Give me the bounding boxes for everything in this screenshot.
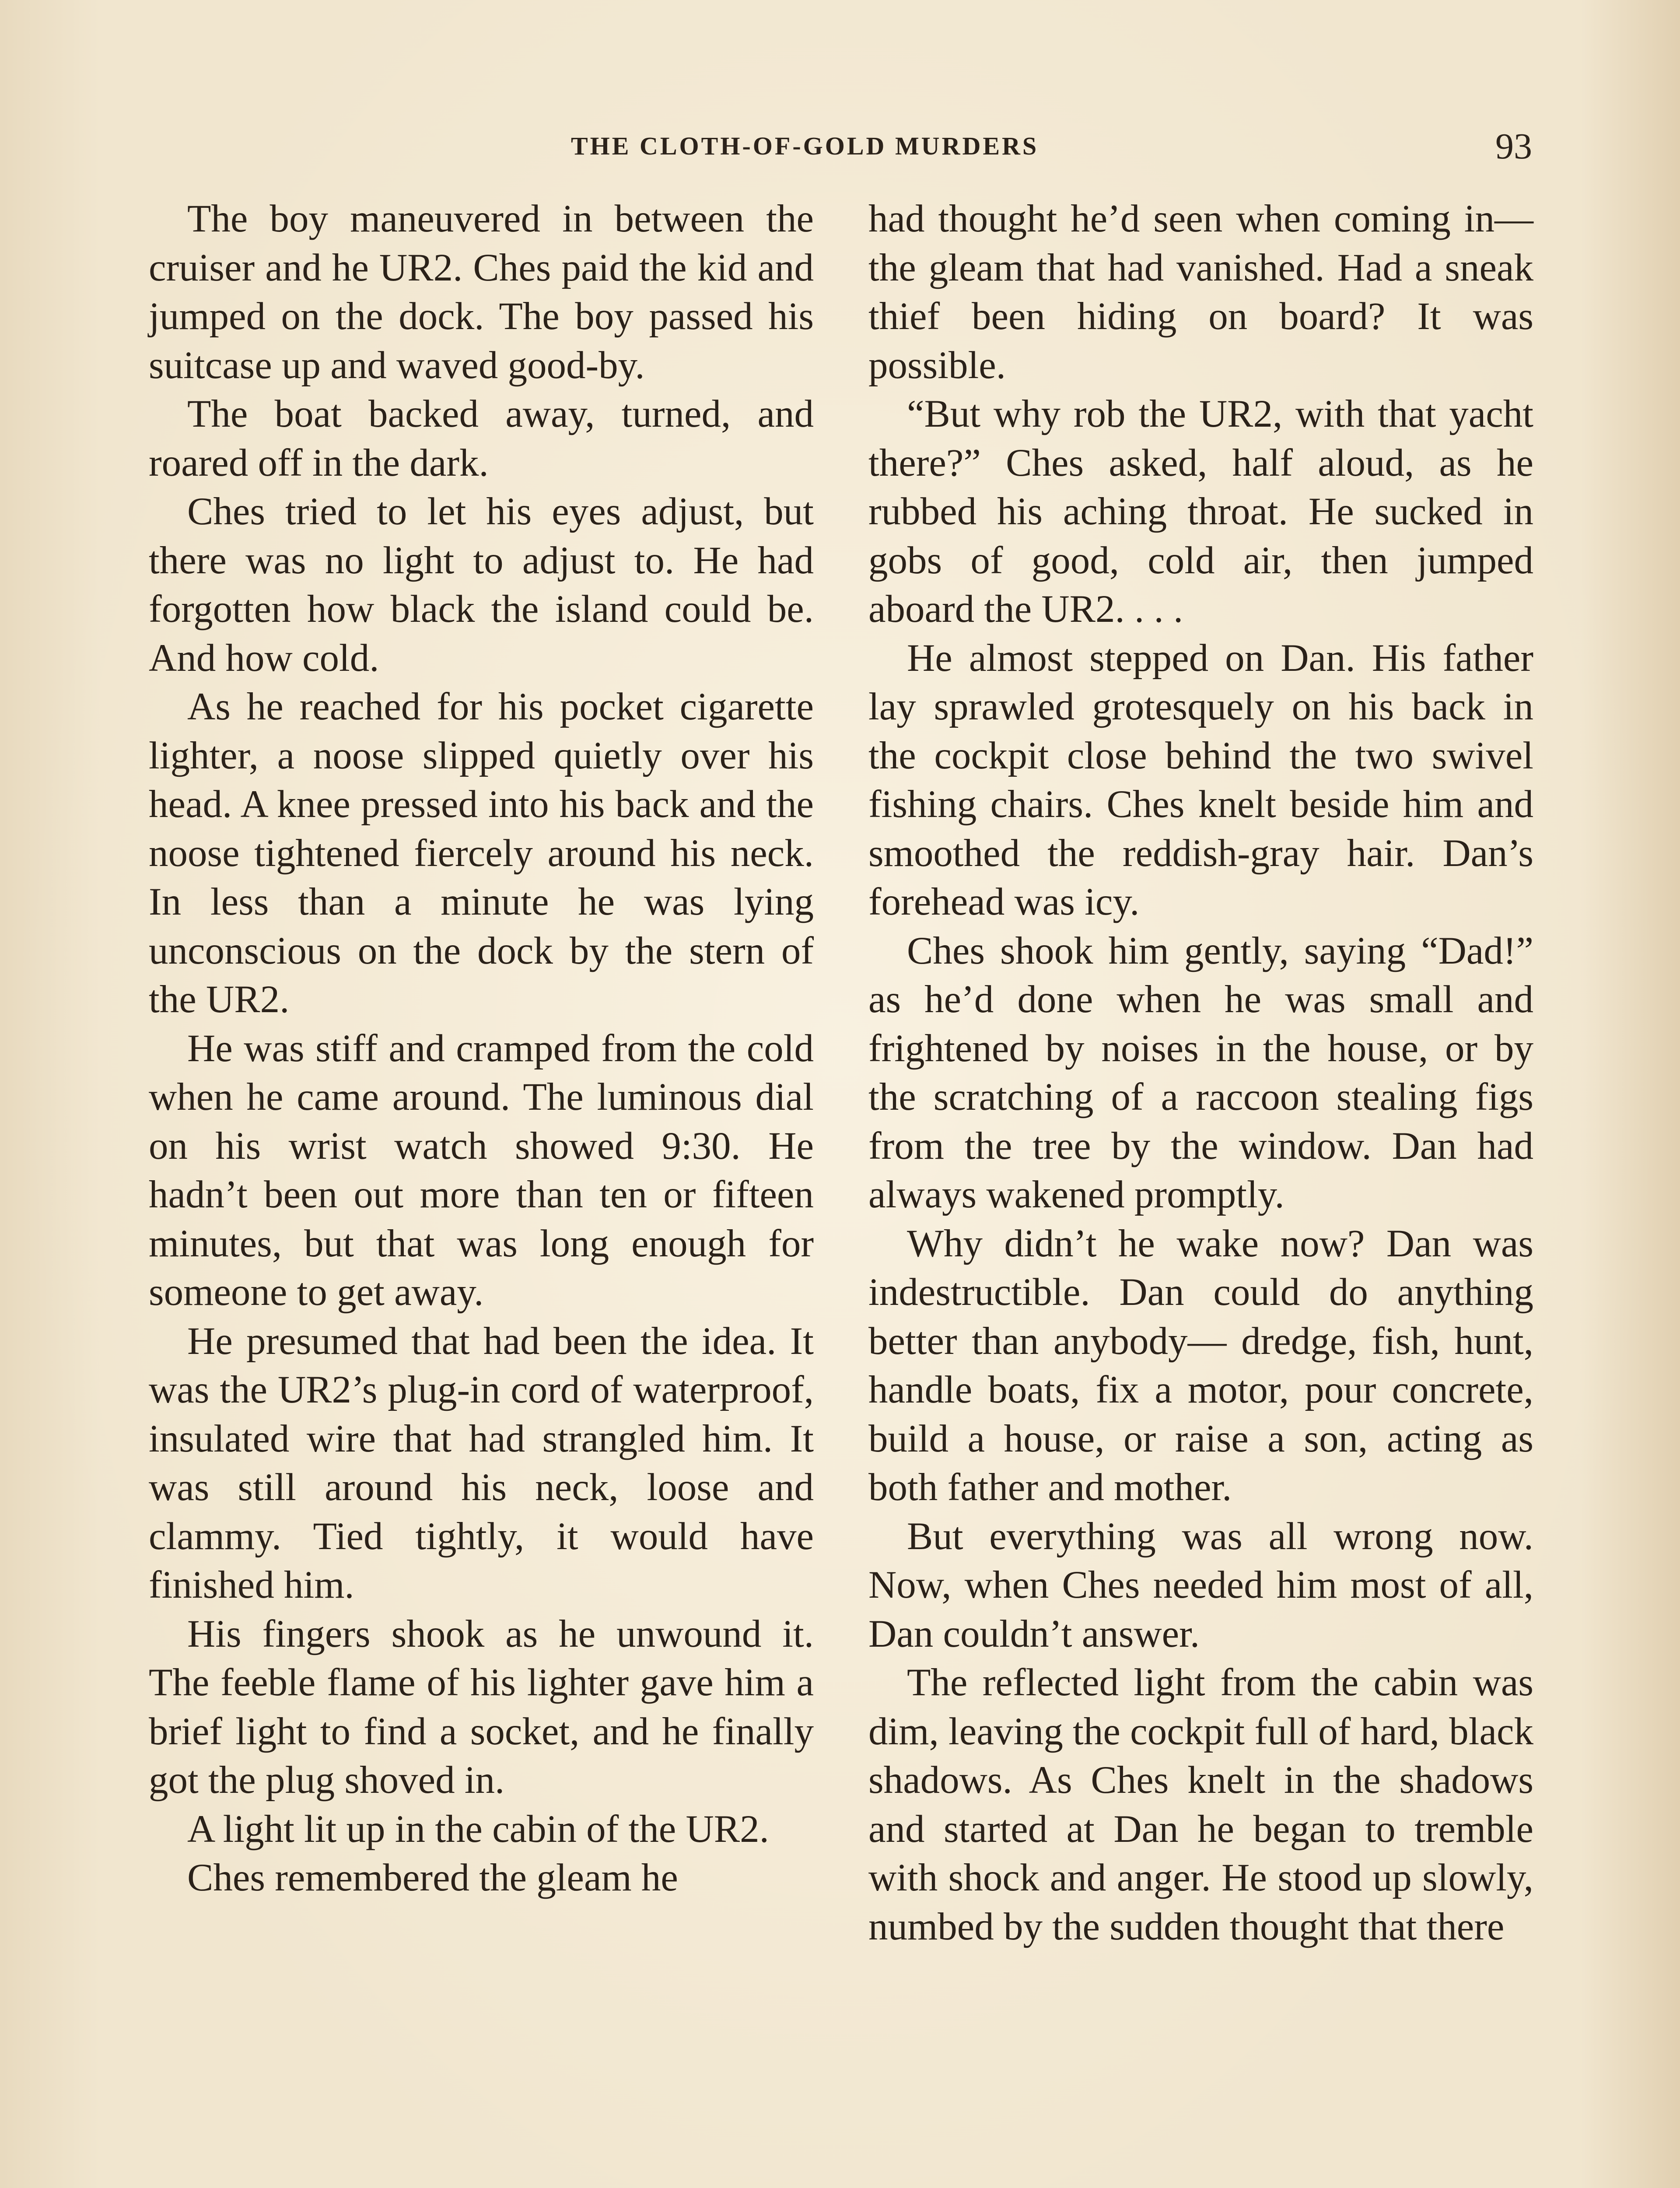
right-column bbox=[868, 195, 1533, 1951]
paragraph: He almost stepped on Dan. His father lay sprawled grotesquely on his back in the cockpit close behind the two swivel fishing chairs. Ches knelt beside him and smoothed the reddish-gray hair. Dan’s forehead was icy. bbox=[868, 636, 1533, 923]
page-number: 93 bbox=[1495, 126, 1532, 167]
paragraph: The boy maneuvered in between the cruiser and he UR2. Ches paid the kid and jumped on the dock. The boy passed his suitcase up and waved good-by. bbox=[149, 197, 814, 387]
paragraph: Ches shook him gently, saying “Dad!” as he’d done when he was small and frightened by noises in the house, or by the scratching of a raccoon stealing figs from the tree by the window. Dan had always wakened promptly. bbox=[868, 929, 1533, 1216]
paragraph: Ches tried to let his eyes adjust, but there was no light to adjust to. He had forgotten how black the island could be. And how cold. bbox=[149, 490, 814, 680]
paragraph: But everything was all wrong now. Now, when Ches needed him most of all, Dan couldn’t answer. bbox=[868, 1515, 1533, 1655]
paragraph: Why didn’t he wake now? Dan was indestructible. Dan could do anything better than anybody— dredge, fish, hunt, handle boats, fix a motor, pour concrete, build a house, or raise a son, acting as both father and mother. bbox=[868, 1222, 1533, 1509]
paragraph: The reflected light from the cabin was dim, leaving the cockpit full of hard, black shadows. As Ches knelt in the shadows and started at Dan he began to tremble with shock and anger. He stood up slowly, numbed by the sudden thought that there bbox=[868, 1661, 1533, 1948]
paragraph-continued: had thought he’d seen when coming in—the gleam that had vanished. Had a sneak thief been hiding on board? It was possible. bbox=[868, 197, 1533, 387]
left-column bbox=[149, 195, 814, 1903]
running-head: THE CLOTH-OF-GOLD MURDERS bbox=[571, 132, 1039, 160]
paragraph: “But why rob the UR2, with that yacht there?” Ches asked, half aloud, as he rubbed his aching throat. He sucked in gobs of good, cold air, then jumped aboard the UR2. . . . bbox=[868, 393, 1533, 631]
paragraph: Ches remembered the gleam he bbox=[187, 1856, 678, 1899]
paragraph: The boat backed away, turned, and roared off in the dark. bbox=[149, 393, 814, 484]
paragraph: He was stiff and cramped from the cold when he came around. The luminous dial on his wrist watch showed 9:30. He hadn’t been out more than ten or fifteen minutes, but that was long enough for someone to get away. bbox=[149, 1027, 814, 1314]
paragraph: His fingers shook as he unwound it. The feeble flame of his lighter gave him a brief light to find a socket, and he finally got the plug shoved in. bbox=[149, 1612, 814, 1802]
paragraph: As he reached for his pocket cigarette lighter, a noose slipped quietly over his head. A knee pressed into his back and the noose tightened fiercely around his neck. In less than a minute he was lying unconscious on the dock by the stern of the UR2. bbox=[149, 685, 814, 1021]
paragraph: He presumed that had been the idea. It was the UR2’s plug-in cord of waterproof, insulated wire that had strangled him. It was still around his neck, loose and clammy. Tied tightly, it would have finished him. bbox=[149, 1319, 814, 1606]
paragraph: A light lit up in the cabin of the UR2. bbox=[187, 1807, 769, 1851]
